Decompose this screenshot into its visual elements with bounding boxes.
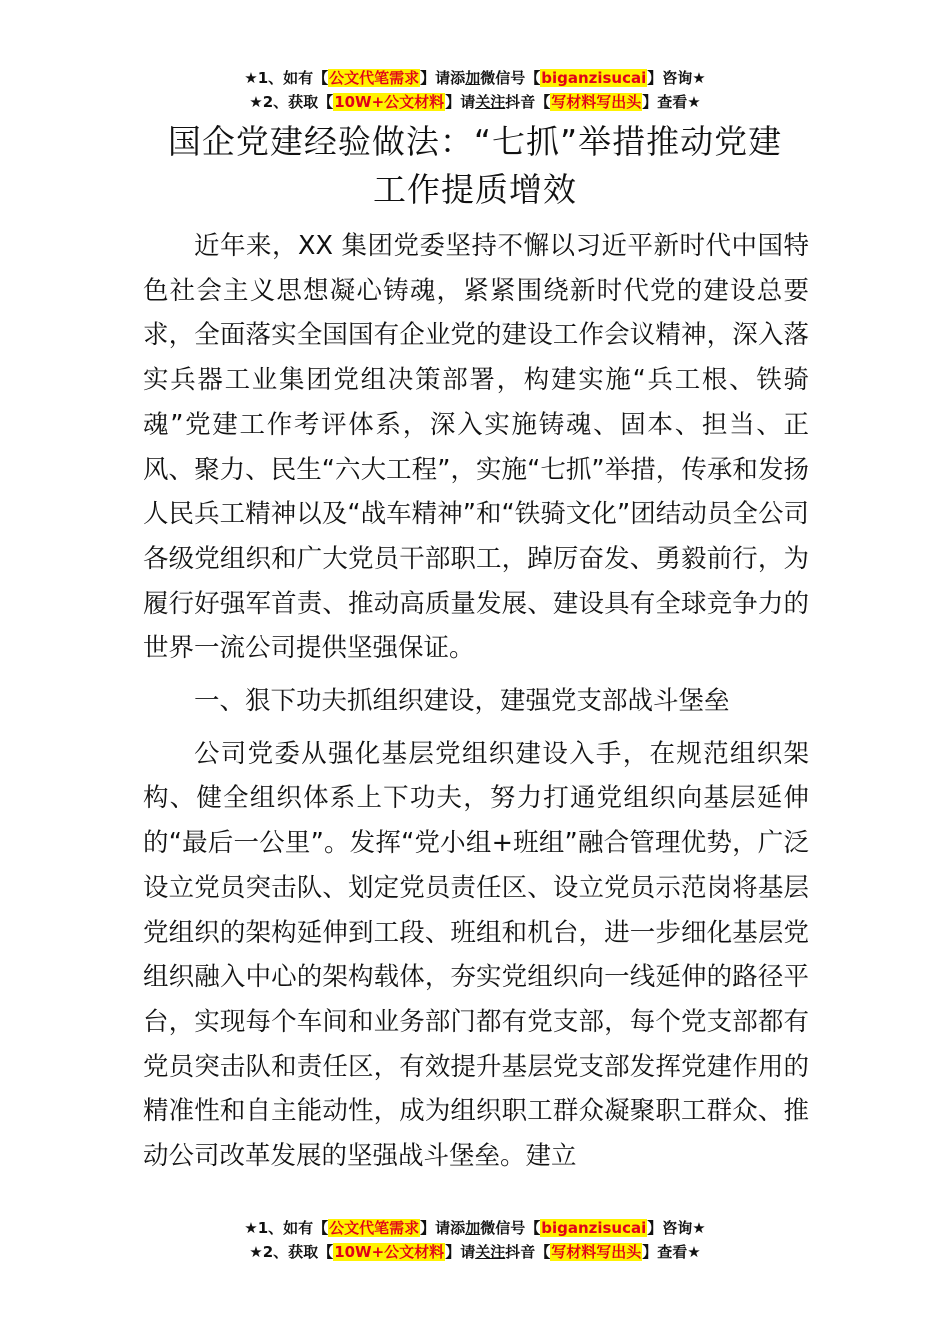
banner-text: 微信号【 [480,1219,541,1237]
banner-text: 】咨询★ [647,69,706,87]
banner-highlight: 10W+公文材料 [334,93,445,111]
banner-line-2 [0,1240,950,1264]
banner-text: 】请 [445,1243,476,1261]
bottom-banner [0,1216,950,1264]
banner-highlight: biganzisucai [541,1219,647,1237]
banner-underlined: 关注 [475,1243,506,1261]
document-title [140,118,810,214]
banner-underlined: 加 [465,69,481,87]
banner-highlight: 10W+公文材料 [334,1243,445,1261]
section-heading: 一、狠下功夫抓组织建设，建强党支部战斗堡垒 [194,686,730,717]
title-line-1: 国企党建经验做法：“七抓”举措推动党建 [167,122,783,161]
banner-text: 微信号【 [480,69,541,87]
paragraph-section-1: 公司党委从强化基层党组织建设入手，在规范组织架构、健全组织体系上下功夫，努力打通党组织向基层延伸的“最后一公里”。发挥“党小组+班组”融合管理优势，广泛设立党员突击队、划定党员责任区、设立党员示范岗将基层党组织的架构延伸到工段、班组和机台，进一步细化基层党组织融入中心的架构载体，夯实党组织向一线延伸的路径平台，实现每个车间和业务部门都有党支部，每个党支部都有党员突击队和责任区，有效提升基层党支部发挥党建作用的精准性和自主能动性，成为组织职工群众凝聚职工群众、推动公司改革发展的坚强战斗堡垒。建立 [143,738,809,1172]
banner-text: 】查看★ [642,93,701,111]
banner-line-1 [0,66,950,90]
banner-text: 抖音【 [505,1243,551,1261]
document-body [143,224,809,1179]
banner-text: 】请 [445,93,476,111]
banner-text: 】请添 [420,1219,466,1237]
banner-text: 】咨询★ [647,1219,706,1237]
banner-highlight: 写材料写出头 [551,1243,642,1261]
banner-underlined: 关注 [475,93,506,111]
banner-text: ★1、如有【 [244,1219,329,1237]
banner-text: 】查看★ [642,1243,701,1261]
banner-text: ★2、获取【 [249,93,334,111]
banner-highlight: 公文代笔需求 [329,69,420,87]
title-line-2: 工作提质增效 [373,170,577,209]
banner-text: 抖音【 [505,93,551,111]
banner-text: ★1、如有【 [244,69,329,87]
banner-line-2 [0,90,950,114]
banner-text: ★2、获取【 [249,1243,334,1261]
banner-line-1 [0,1216,950,1240]
paragraph-intro: 近年来，XX 集团党委坚持不懈以习近平新时代中国特色社会主义思想凝心铸魂，紧紧围绕新时代党的建设总要求，全面落实全国国有企业党的建设工作会议精神，深入落实兵器工业集团党组决策部署，构建实施“兵工根、铁骑魂”党建工作考评体系，深入实施铸魂、固本、担当、正风、聚力、民生“六大工程”，实施“七抓”举措，传承和发扬人民兵工精神以及“战车精神”和“铁骑文化”团结动员全公司各级党组织和广大党员干部职工，踔厉奋发、勇毅前行，为履行好强军首责、推动高质量发展、建设具有全球竞争力的世界一流公司提供坚强保证。 [143,231,809,664]
top-banner [0,66,950,114]
banner-highlight: biganzisucai [541,69,647,87]
banner-text: 】请添 [420,69,466,87]
banner-underlined: 加 [465,1219,481,1237]
banner-highlight: 写材料写出头 [551,93,642,111]
banner-highlight: 公文代笔需求 [329,1219,420,1237]
